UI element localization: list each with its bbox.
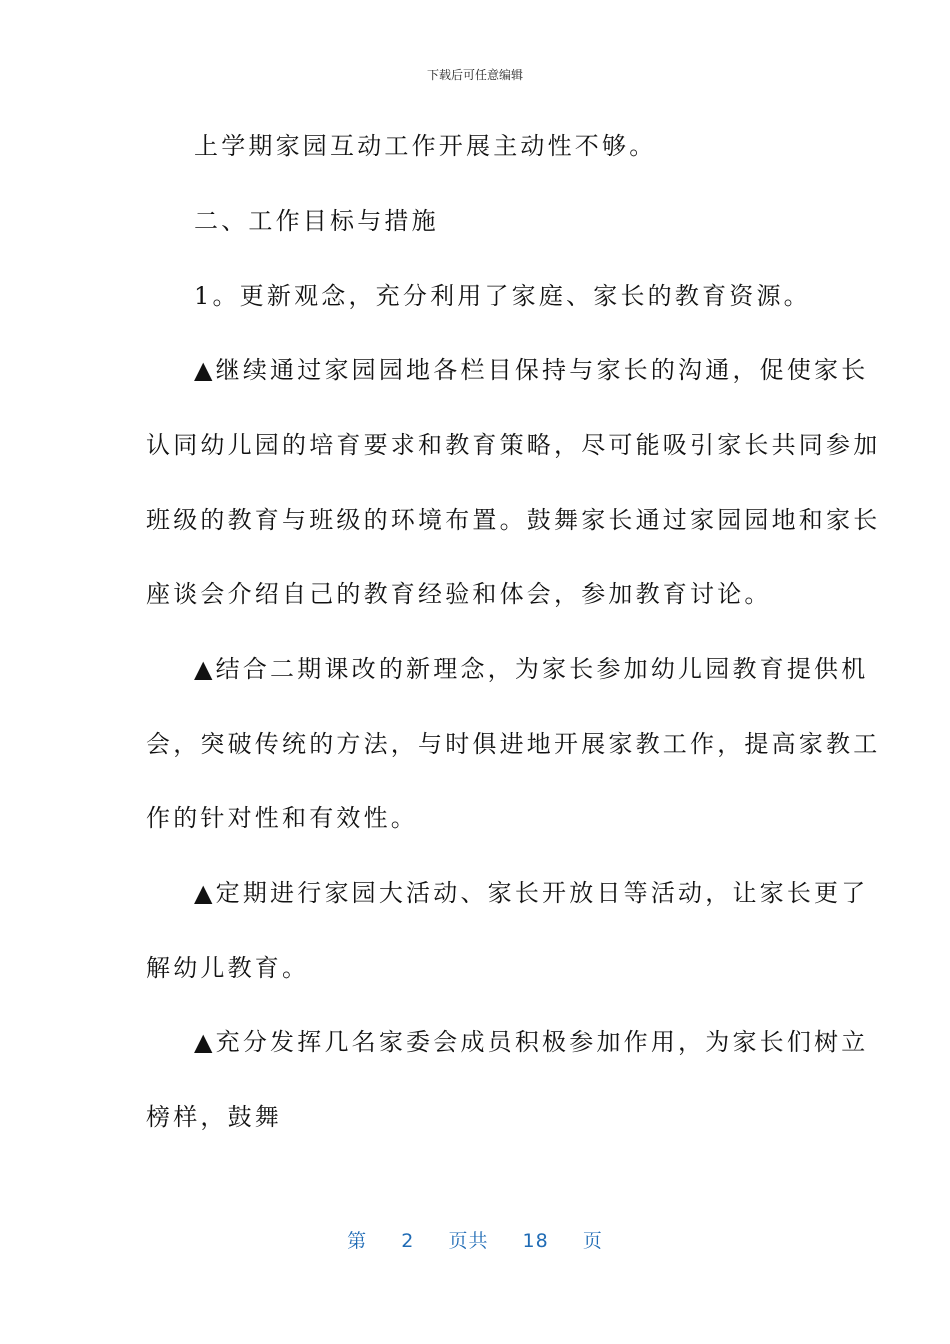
paragraph-line: 解幼儿教育。 (146, 954, 310, 982)
section-heading: 二、工作目标与措施 (194, 207, 439, 235)
footer-middle: 页共 (448, 1230, 489, 1252)
paragraph-line: 座谈会介绍自己的教育经验和体会，参加教育讨论。 (146, 580, 772, 608)
footer-suffix: 页 (582, 1230, 603, 1252)
total-pages-number: 18 (522, 1230, 549, 1252)
page-footer (0, 1226, 950, 1253)
paragraph-line: ▲定期进行家园大活动、家长开放日等活动，让家长更了 (194, 879, 869, 907)
paragraph-line: ▲充分发挥几名家委会成员积极参加作用，为家长们树立 (194, 1028, 869, 1056)
paragraph-line: 认同幼儿园的培育要求和教育策略，尽可能吸引家长共同参加 (146, 431, 881, 459)
paragraph-line: ▲结合二期课改的新理念，为家长参加幼儿园教育提供机 (194, 655, 869, 683)
paragraph-line: 作的针对性和有效性。 (146, 804, 418, 832)
paragraph-line: ▲继续通过家园园地各栏目保持与家长的沟通，促使家长 (194, 356, 869, 384)
paragraph-line: 上学期家园互动工作开展主动性不够。 (194, 132, 657, 160)
footer-prefix: 第 (347, 1230, 368, 1252)
current-page-number: 2 (401, 1230, 415, 1252)
paragraph-line: 榜样，鼓舞 (146, 1103, 282, 1131)
paragraph-line: 班级的教育与班级的环境布置。鼓舞家长通过家园园地和家长 (146, 506, 881, 534)
paragraph-line: 会，突破传统的方法，与时俱进地开展家教工作，提高家教工 (146, 730, 881, 758)
header-note: 下载后可任意编辑 (426, 68, 523, 82)
subsection-heading: 1。更新观念，充分利用了家庭、家长的教育资源。 (194, 282, 811, 310)
